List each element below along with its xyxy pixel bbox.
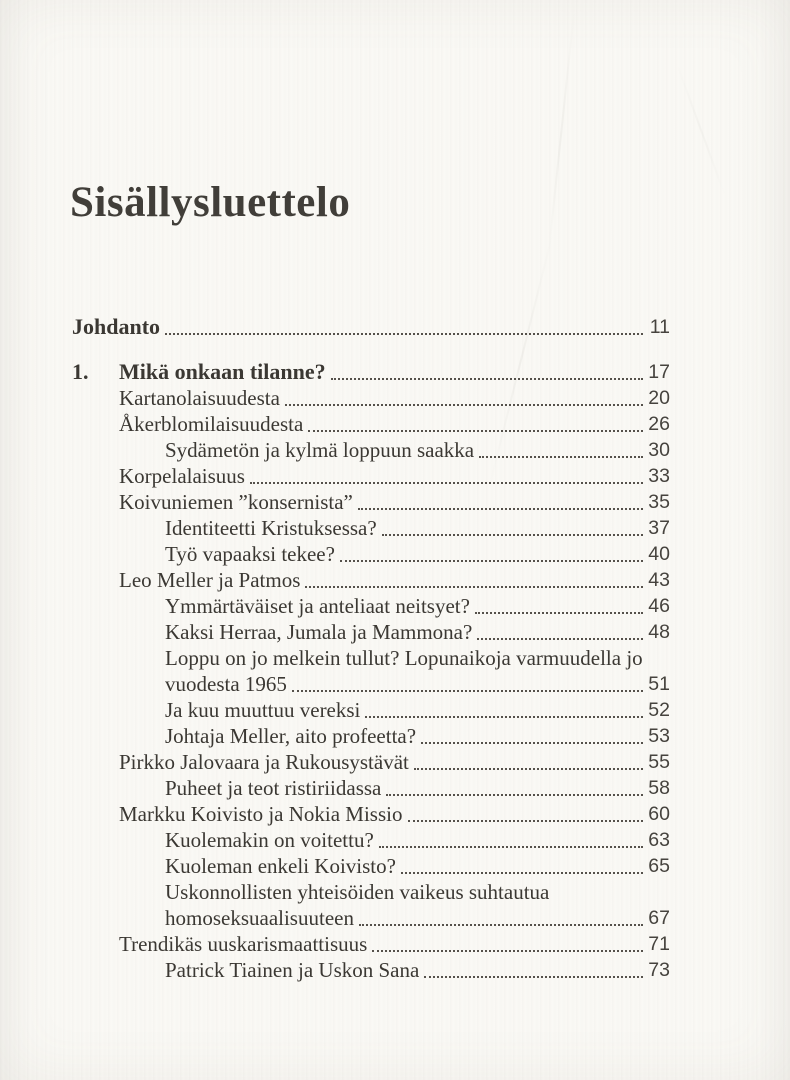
toc-entry-line	[119, 489, 670, 515]
page-number: 58	[648, 777, 670, 799]
toc-entry-label: Puheet ja teot ristiriidassa	[165, 776, 382, 800]
dot-leader	[475, 612, 643, 614]
toc-entry-label: Kuolemakin on voitettu?	[165, 828, 374, 852]
dot-leader	[386, 794, 643, 796]
dot-leader	[479, 456, 643, 458]
dot-leader	[365, 716, 643, 718]
page-number: 63	[648, 829, 670, 851]
toc-entry	[72, 515, 670, 541]
toc-entry	[72, 385, 670, 411]
toc-entry-line	[72, 314, 670, 340]
toc-entry-line	[165, 723, 670, 749]
dot-leader	[331, 378, 643, 380]
toc-entry	[72, 567, 670, 593]
page-number: 65	[648, 855, 670, 877]
page-number: 53	[648, 725, 670, 747]
toc-entry-label: Åkerblomilaisuudesta	[119, 412, 304, 436]
toc-entry	[72, 749, 670, 775]
page-number: 46	[648, 595, 670, 617]
dot-leader	[292, 690, 643, 692]
toc-entry-line	[72, 359, 670, 385]
toc-entry-label: Työ vapaaksi tekee?	[165, 542, 335, 566]
toc-entry	[72, 827, 670, 853]
page-number: 55	[648, 751, 670, 773]
page-number: 35	[648, 491, 670, 513]
toc-entry-line	[165, 879, 670, 905]
toc-entry	[72, 879, 670, 931]
paper-crease	[676, 64, 726, 196]
toc-entry-label: Trendikäs uuskarismaattisuus	[119, 932, 368, 956]
toc-entry-line	[165, 671, 670, 697]
toc-entry	[72, 593, 670, 619]
dot-leader	[421, 742, 643, 744]
toc-entry-line	[119, 385, 670, 411]
page-number: 73	[648, 959, 670, 981]
page-number: 26	[648, 413, 670, 435]
dot-leader	[305, 586, 643, 588]
toc-entry-label: Markku Koivisto ja Nokia Missio	[119, 802, 403, 826]
toc-entry-label: Loppu on jo melkein tullut? Lopunaikoja varmuudella jo	[165, 646, 643, 670]
dot-leader	[477, 638, 643, 640]
dot-leader	[401, 872, 643, 874]
page-number: 11	[649, 316, 670, 338]
toc-entry-label: Sydämetön ja kylmä loppuun saakka	[165, 438, 475, 462]
toc-entry	[72, 853, 670, 879]
toc-entry-line	[119, 463, 670, 489]
toc-entry	[72, 619, 670, 645]
toc-entry	[72, 489, 670, 515]
toc-entry-line	[119, 801, 670, 827]
page-number: 60	[648, 803, 670, 825]
dot-leader	[408, 820, 644, 822]
dot-leader	[382, 534, 643, 536]
toc-entry-label-continuation: vuodesta 1965	[165, 672, 287, 696]
page-number: 48	[648, 621, 670, 643]
toc-entry-line	[165, 619, 670, 645]
toc-entry	[72, 437, 670, 463]
toc-entry-line	[119, 931, 670, 957]
toc-entry	[72, 931, 670, 957]
toc-entry-line	[165, 957, 670, 983]
page-number: 37	[648, 517, 670, 539]
page-number: 40	[648, 543, 670, 565]
page-number: 67	[648, 907, 670, 929]
toc-entry-label: Identiteetti Kristuksessa?	[165, 516, 377, 540]
dot-leader	[285, 404, 643, 406]
toc-entry-line	[119, 567, 670, 593]
paper-crease	[547, 11, 575, 260]
toc-entry-line	[165, 697, 670, 723]
toc-entry-label: Johdanto	[72, 314, 161, 339]
dot-leader	[359, 924, 643, 926]
toc-entry-label: Koivuniemen ”konsernista”	[119, 490, 353, 514]
page-number: 30	[648, 439, 670, 461]
toc-entry	[72, 723, 670, 749]
toc-entry-label: Kartanolaisuudesta	[119, 386, 280, 410]
toc-entry-label: Pirkko Jalovaara ja Rukousystävät	[119, 750, 409, 774]
toc-entry-label: Kaksi Herraa, Jumala ja Mammona?	[165, 620, 473, 644]
toc-entry	[72, 801, 670, 827]
table-of-contents	[72, 314, 670, 983]
toc-entry-line	[165, 905, 670, 931]
page-number: 33	[648, 465, 670, 487]
toc-entry-line	[165, 593, 670, 619]
dot-leader	[424, 976, 643, 978]
toc-entry	[72, 697, 670, 723]
toc-entry-label: Kuoleman enkeli Koivisto?	[165, 854, 396, 878]
page-number: 20	[648, 387, 670, 409]
toc-entry	[72, 463, 670, 489]
dot-leader	[379, 846, 643, 848]
dot-leader	[372, 950, 643, 952]
toc-entry-line	[165, 437, 670, 463]
toc-entry-line	[165, 775, 670, 801]
page-title: Sisällysluettelo	[70, 179, 351, 226]
page-number: 17	[648, 361, 670, 383]
toc-entry-label-continuation: homoseksuaalisuuteen	[165, 906, 354, 930]
toc-entry	[72, 411, 670, 437]
toc-entry-label: Ja kuu muuttuu vereksi	[165, 698, 361, 722]
dot-leader	[414, 768, 643, 770]
toc-entry-line	[119, 749, 670, 775]
toc-entry	[72, 314, 670, 340]
toc-entry-label: Uskonnollisten yhteisöiden vaikeus suhtautua	[165, 880, 550, 904]
toc-entry-line	[165, 853, 670, 879]
toc-entry-label: Patrick Tiainen ja Uskon Sana	[165, 958, 420, 982]
toc-entry	[72, 775, 670, 801]
dot-leader	[358, 508, 643, 510]
dot-leader	[308, 430, 643, 432]
toc-entry-line	[165, 541, 670, 567]
chapter-number: 1.	[72, 359, 89, 384]
toc-entry	[72, 541, 670, 567]
toc-entry	[72, 957, 670, 983]
toc-entry-label: Ymmärtäväiset ja anteliaat neitsyet?	[165, 594, 470, 618]
page-number: 51	[648, 673, 670, 695]
toc-entry-label: Johtaja Meller, aito profeetta?	[165, 724, 417, 748]
toc-entry-line	[165, 645, 670, 671]
toc-entry-label: Mikä onkaan tilanne?	[119, 359, 326, 384]
dot-leader	[165, 333, 643, 335]
toc-entry-line	[119, 411, 670, 437]
dot-leader	[250, 482, 643, 484]
page-number: 52	[648, 699, 670, 721]
toc-entry-line	[165, 827, 670, 853]
toc-entry-line	[165, 515, 670, 541]
toc-entry	[72, 645, 670, 697]
toc-entry-label: Korpelalaisuus	[119, 464, 245, 488]
page-number: 43	[648, 569, 670, 591]
page-number: 71	[648, 933, 670, 955]
dot-leader	[340, 560, 643, 562]
toc-entry	[72, 359, 670, 385]
toc-entry-label: Leo Meller ja Patmos	[119, 568, 301, 592]
